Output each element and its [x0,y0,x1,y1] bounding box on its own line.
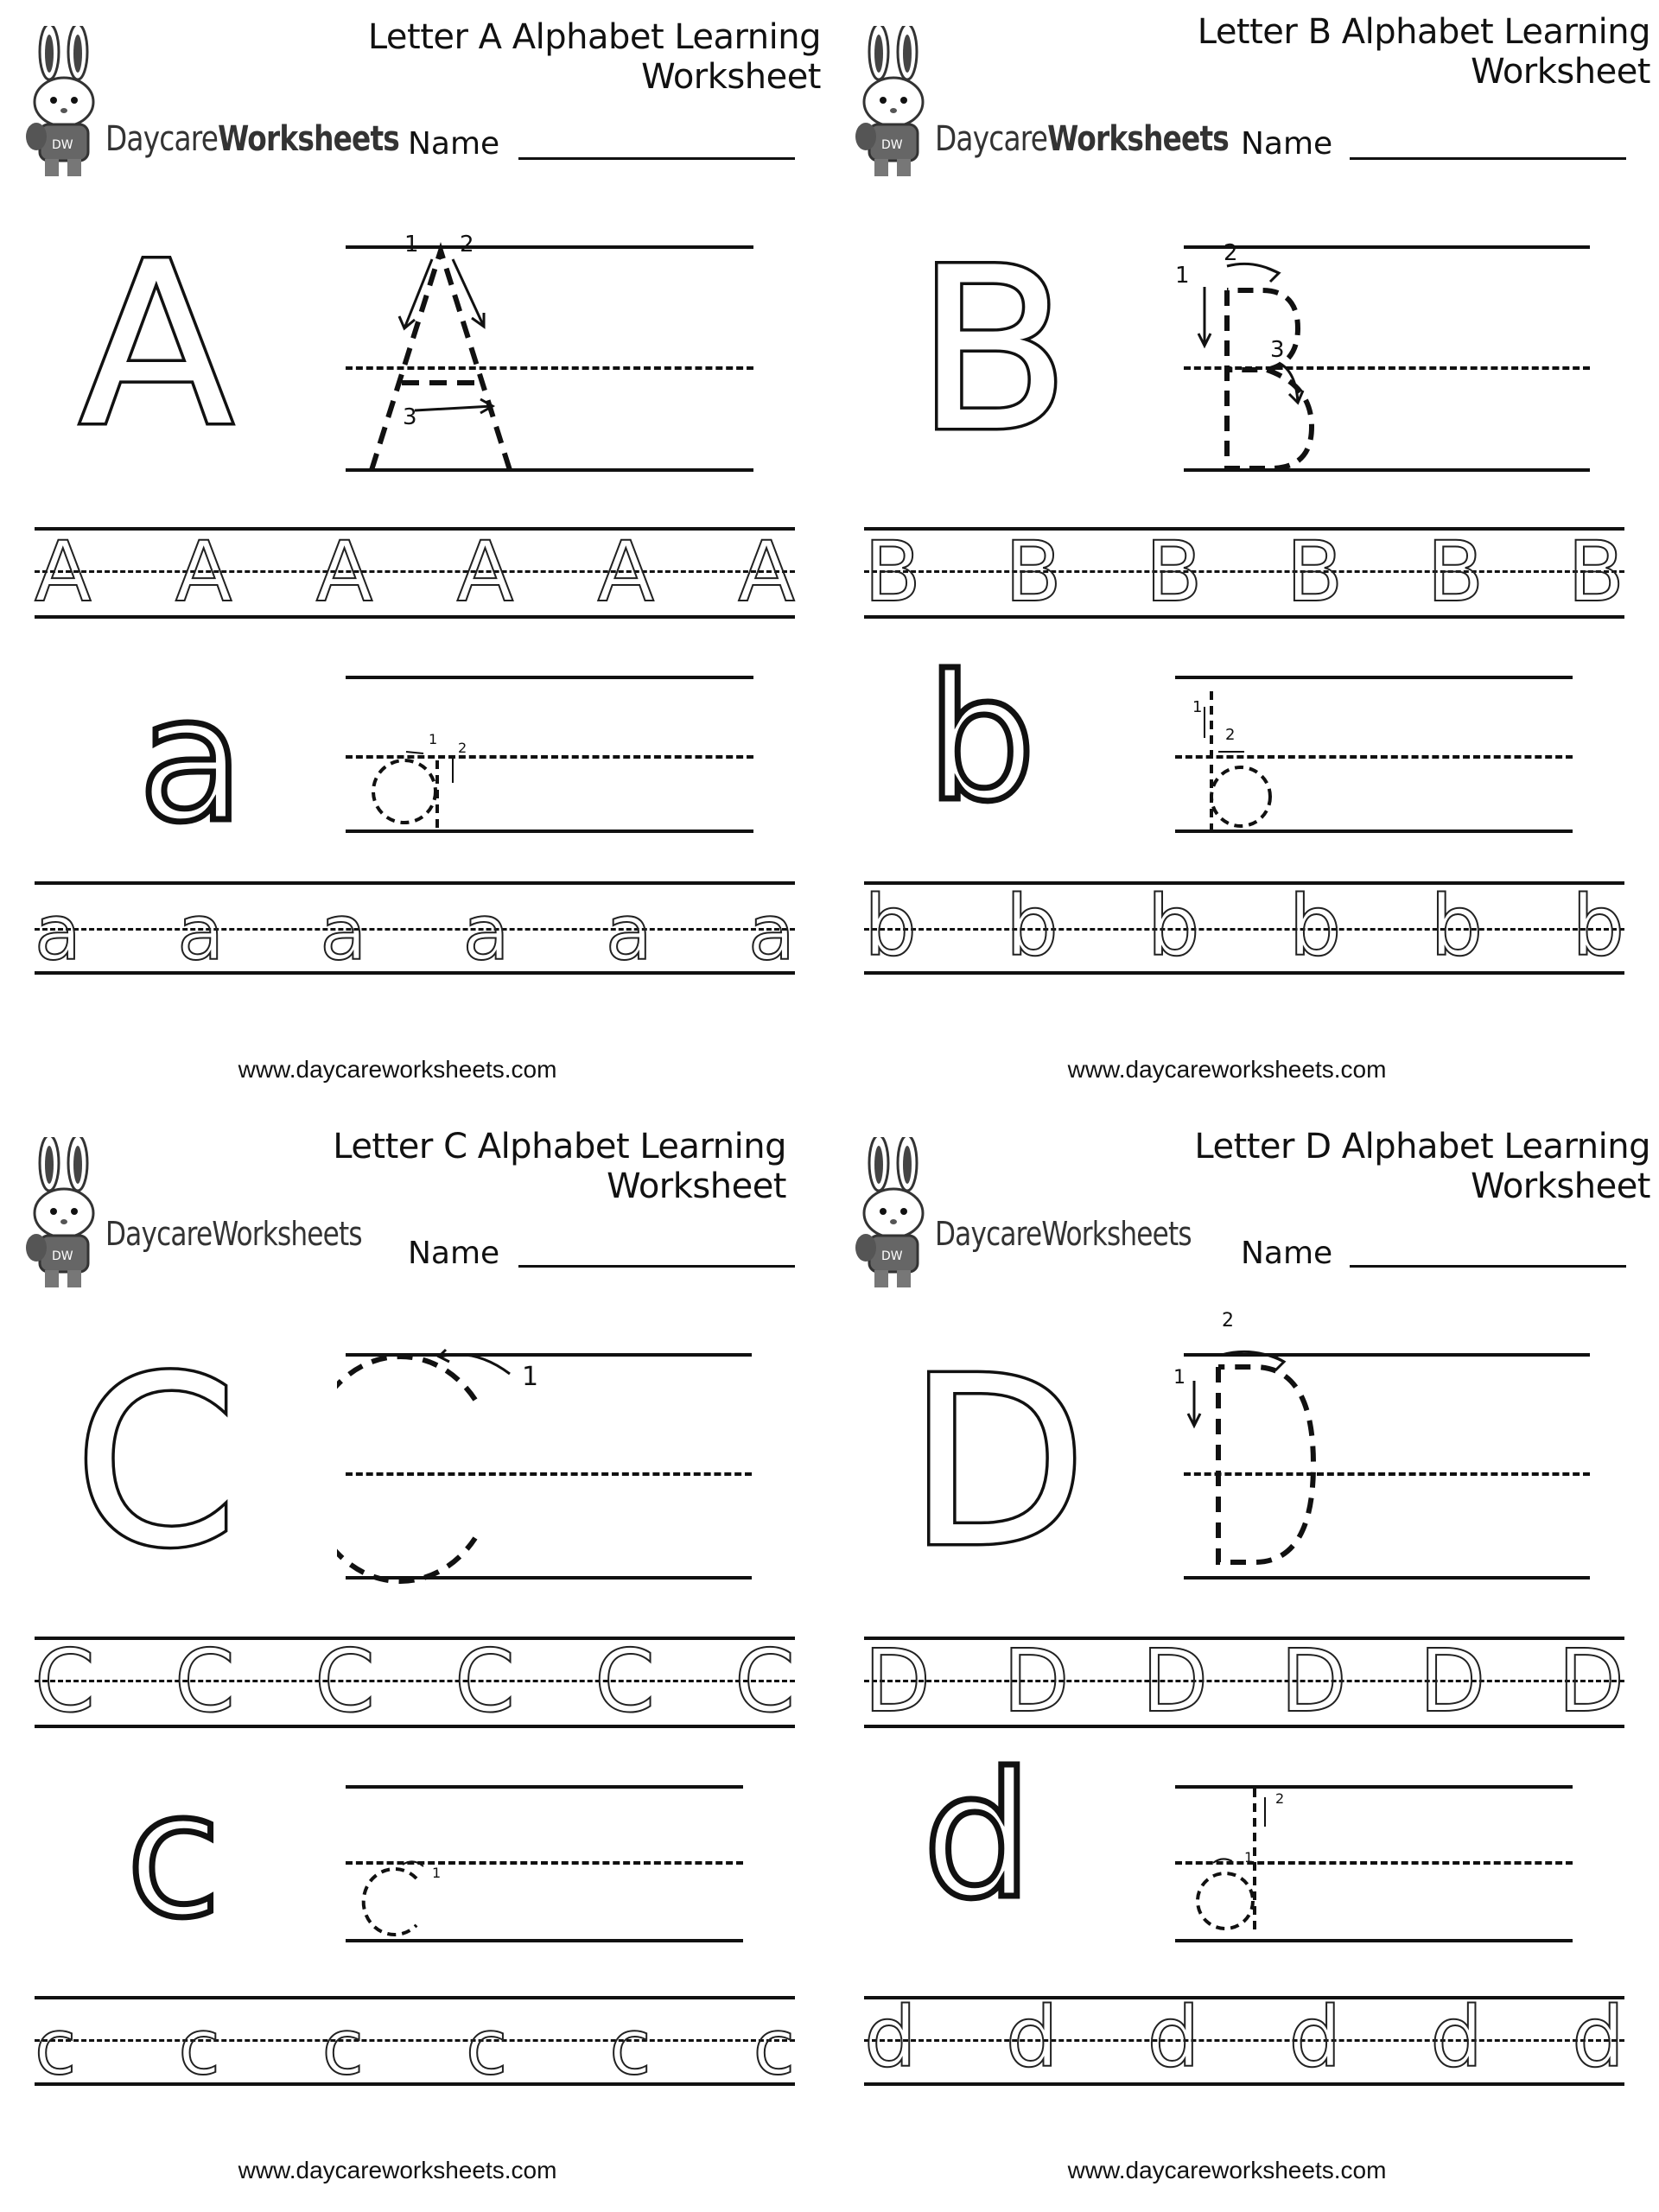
practice-base-line [864,615,1624,619]
name-label: Name [408,126,500,162]
worksheet-title: Letter C Alphabet Learning Worksheet [333,1127,786,1206]
trace-letter[interactable]: a [605,888,652,977]
uppercase-trace-letter[interactable] [1184,1331,1357,1590]
name-field-line[interactable] [1350,1265,1626,1268]
practice-base-line [864,1725,1624,1728]
trace-letter[interactable]: d [1005,1989,1058,2086]
trace-letter[interactable]: b [1572,878,1624,975]
uppercase-trace-row[interactable] [864,524,1624,620]
brand-wordmark [935,1215,1192,1253]
trace-letter[interactable]: B [1567,524,1624,620]
stroke-number: 3 [1270,337,1285,363]
worksheet-title: Letter D Alphabet Learning Worksheet [1194,1127,1650,1206]
uppercase-trace-row[interactable] [35,1630,795,1732]
trace-letter[interactable]: D [864,1630,931,1732]
worksheet-d [830,1106,1659,2212]
bunny-mascot-icon [849,26,944,181]
worksheet-a [0,0,830,1106]
stroke-number: 1 [404,232,419,257]
trace-letter[interactable]: A [315,524,373,620]
stroke-number: 2 [1222,1310,1234,1332]
practice-base-line [864,2082,1624,2086]
name-label: Name [1241,1236,1333,1271]
bunny-mascot-icon [19,26,114,181]
trace-letter[interactable]: a [177,888,225,977]
worksheet-b [830,0,1659,1106]
stroke-number: 1 [1244,1849,1254,1866]
brand-part-2: Worksheets [1047,119,1230,159]
daycare-worksheets-logo [849,1137,1211,1293]
trace-letter[interactable]: A [738,524,795,620]
brand-part-2: Worksheets [1041,1215,1192,1253]
brand-wordmark [105,1215,362,1253]
website-url: www.daycareworksheets.com [1067,2157,1387,2183]
bunny-mascot-icon [849,1137,944,1293]
trace-letter[interactable]: D [1141,1630,1209,1732]
svg-text:DW: DW [881,1249,903,1263]
lowercase-model-letter: c [126,1755,221,1956]
trace-letter[interactable]: d [1430,1989,1484,2086]
trace-letter[interactable]: c [321,2003,365,2092]
stroke-number: 1 [1173,1367,1185,1389]
stroke-number: 1 [432,1865,442,1881]
trace-letter[interactable]: A [456,524,514,620]
trace-letter[interactable]: b [1005,878,1058,975]
stroke-number: 2 [1224,240,1238,266]
trace-letter[interactable]: d [1288,1989,1342,2086]
trace-letter[interactable]: A [597,524,655,620]
trace-letter[interactable]: B [1004,524,1062,620]
lowercase-trace-letter[interactable] [1175,1789,1296,1944]
trace-letter[interactable]: d [1147,1989,1200,2086]
website-url: www.daycareworksheets.com [238,2157,557,2183]
trace-letter[interactable]: C [35,1630,95,1732]
brand-part-1: Daycare [935,1215,1042,1253]
practice-top-line [35,1996,795,1999]
trace-letter[interactable]: A [35,524,92,620]
trace-letter[interactable]: a [35,888,81,977]
trace-letter[interactable]: B [864,524,921,620]
trace-letter[interactable]: b [1147,878,1200,975]
worksheet-title: Letter A Alphabet Learning Worksheet [367,17,821,97]
trace-letter[interactable]: C [454,1630,515,1732]
website-url: www.daycareworksheets.com [1067,1056,1387,1083]
stroke-number: 2 [1225,726,1236,744]
svg-text:DW: DW [881,138,903,152]
trace-letter[interactable]: B [1286,524,1344,620]
trace-letter[interactable]: D [1419,1630,1486,1732]
lowercase-model-letter: a [138,659,245,861]
brand-part-1: Daycare [935,119,1048,159]
lowercase-model-letter: d [923,1736,1033,1937]
daycare-worksheets-logo [19,26,400,181]
lowercase-model-letter: b [926,639,1036,840]
trace-letter[interactable]: C [734,1630,795,1732]
uppercase-trace-letter[interactable] [337,1348,544,1590]
brand-wordmark [105,119,399,159]
trace-letter[interactable]: c [465,2003,508,2092]
trace-letter[interactable]: D [1557,1630,1624,1732]
name-label: Name [408,1236,500,1271]
trace-letter[interactable]: c [178,2003,220,2092]
trace-letter[interactable]: c [609,2003,652,2092]
uppercase-model-letter: D [907,1326,1087,1599]
trace-letter[interactable]: C [594,1630,655,1732]
uppercase-model-letter: B [916,220,1071,481]
uppercase-trace-row[interactable] [864,1630,1624,1732]
uppercase-trace-row[interactable] [35,524,795,620]
name-field-line[interactable] [1350,157,1626,160]
practice-base-line [35,1725,795,1728]
trace-letter[interactable]: D [1280,1630,1347,1732]
worksheet-c [0,1106,830,2212]
uppercase-model-letter: A [79,215,233,476]
guide-top-line [346,676,753,679]
name-field-line[interactable] [518,157,795,160]
bunny-mascot-icon [19,1137,114,1293]
trace-letter[interactable]: d [864,1989,917,2086]
stroke-number: 3 [403,404,417,430]
stroke-number: 2 [1275,1790,1285,1807]
trace-letter[interactable]: B [1145,524,1203,620]
trace-letter[interactable]: D [1002,1630,1070,1732]
stroke-number: 1 [1192,698,1203,716]
uppercase-trace-letter[interactable] [346,216,605,484]
practice-top-line [35,881,795,885]
lowercase-trace-row[interactable] [35,2003,795,2092]
practice-base-line [35,971,795,975]
brand-part-2: Worksheets [212,1215,362,1253]
practice-base-line [35,615,795,619]
practice-base-line [864,971,1624,975]
trace-letter[interactable]: b [1288,878,1342,975]
guide-top-line [346,1785,743,1789]
guide-top-line [1175,676,1573,679]
trace-letter[interactable]: c [35,2003,77,2092]
stroke-number: 1 [522,1362,539,1392]
lowercase-trace-row[interactable] [864,1989,1624,2086]
name-field-line[interactable] [518,1265,795,1268]
daycare-worksheets-logo [19,1137,382,1293]
svg-text:DW: DW [52,1249,73,1263]
stroke-number: 2 [458,740,467,756]
website-url: www.daycareworksheets.com [238,1056,557,1083]
daycare-worksheets-logo [849,26,1230,181]
trace-letter[interactable]: C [175,1630,235,1732]
svg-text:DW: DW [52,138,73,152]
brand-part-1: Daycare [105,1215,213,1253]
trace-letter[interactable]: a [748,888,795,977]
brand-wordmark [935,119,1229,159]
trace-letter[interactable]: A [175,524,232,620]
uppercase-model-letter: C [74,1326,238,1599]
name-label: Name [1241,126,1333,162]
trace-letter[interactable]: c [753,2003,795,2092]
lowercase-trace-row[interactable] [864,878,1624,975]
trace-letter[interactable]: b [1430,878,1484,975]
trace-letter[interactable]: a [320,888,367,977]
trace-letter[interactable]: C [315,1630,375,1732]
trace-letter[interactable]: b [864,878,917,975]
stroke-number: 1 [429,731,438,747]
stroke-number: 2 [460,232,474,257]
trace-letter[interactable]: B [1427,524,1484,620]
stroke-number: 1 [1175,263,1190,289]
worksheet-title: Letter B Alphabet Learning Worksheet [1197,12,1650,92]
lowercase-trace-row[interactable] [35,888,795,977]
trace-letter[interactable]: d [1572,1989,1624,2086]
brand-part-1: Daycare [105,119,219,159]
lowercase-trace-letter[interactable] [346,1840,449,1944]
trace-letter[interactable]: a [462,888,510,977]
brand-part-2: Worksheets [218,119,400,159]
